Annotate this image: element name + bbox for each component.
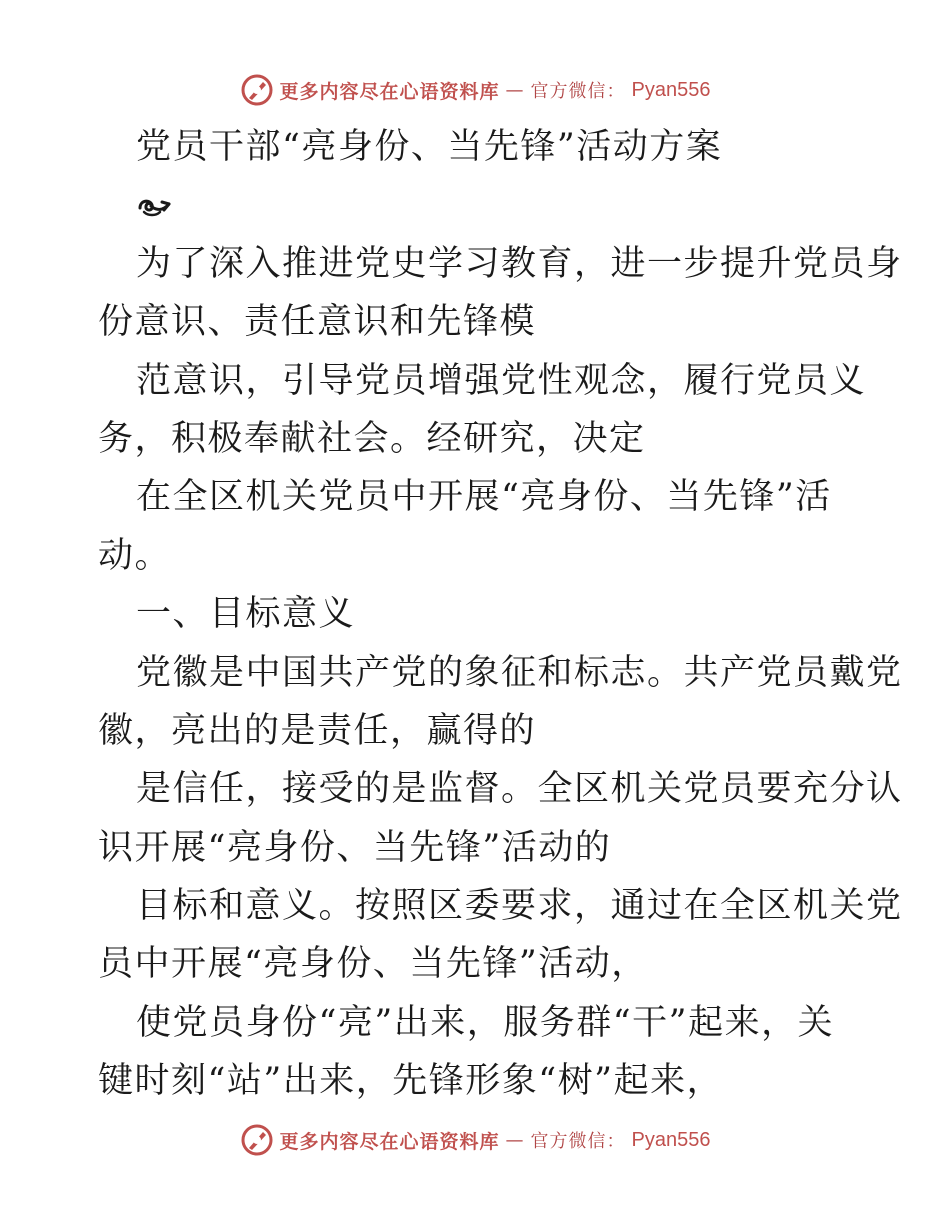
paragraph-line: 是信任，接受的是监督。全区机关党员要充分认 [136, 769, 903, 810]
watermark-id: Pyan556 [631, 78, 711, 101]
pen-logo-icon [240, 73, 274, 107]
fleuron-scroll-icon [136, 194, 174, 218]
watermark-main-text: 更多内容尽在心语资料库 [279, 1130, 500, 1153]
document-body [98, 118, 903, 1111]
watermark-footer [0, 1120, 950, 1160]
watermark-main-text: 更多内容尽在心语资料库 [279, 80, 500, 103]
paragraph-line: 员中开展“亮身份、当先锋”活动， [98, 944, 648, 985]
paragraph-line: 徽，亮出的是责任，赢得的 [98, 710, 537, 751]
paragraph-line: 份意识、责任意识和先锋模 [98, 302, 537, 343]
ornament-row [98, 176, 858, 234]
paragraph-line: 务，积极奉献社会。经研究，决定 [98, 418, 646, 459]
paragraph-line: 目标和意义。按照区委要求，通过在全区机关党 [136, 886, 903, 927]
section-heading: 一、目标意义 [136, 594, 356, 635]
pen-logo-icon [240, 1123, 274, 1157]
paragraph-line: 识开展“亮身份、当先锋”活动的 [98, 827, 612, 868]
paragraph-line: 使党员身份“亮”出来，服务群“干”起来，关 [136, 1002, 835, 1043]
paragraph-line: 党徽是中国共产党的象征和标志。共产党员戴党 [136, 652, 903, 693]
watermark-official: 官方微信： [530, 1131, 626, 1152]
paragraph-line: 范意识，引导党员增强党性观念，履行党员义 [136, 360, 867, 401]
watermark-official: 官方微信： [530, 81, 626, 102]
paragraph-line: 动。 [98, 535, 172, 576]
paragraph-line: 键时刻“站”出来，先锋形象“树”起来， [98, 1061, 724, 1102]
paragraph-line: 在全区机关党员中开展“亮身份、当先锋”活 [136, 477, 832, 518]
watermark-dash: — [505, 1129, 525, 1151]
document-title: 党员干部“亮身份、当先锋”活动方案 [136, 127, 723, 167]
watermark-id: Pyan556 [631, 1128, 711, 1151]
paragraph-line: 为了深入推进党史学习教育，进一步提升党员身 [136, 243, 903, 284]
watermark-dash: — [505, 79, 525, 101]
watermark-header [0, 70, 950, 110]
